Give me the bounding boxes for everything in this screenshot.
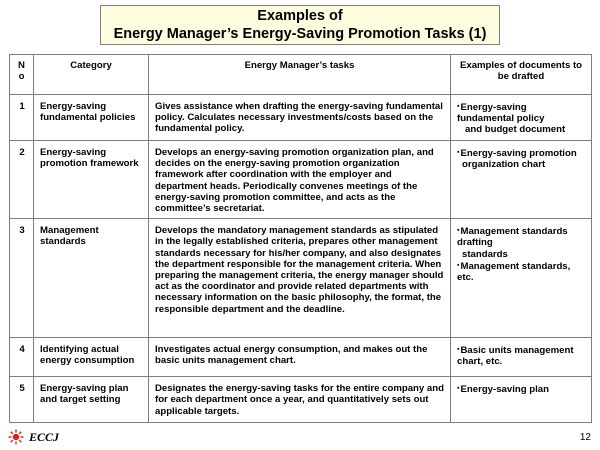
bullet-icon: ▪ — [457, 103, 460, 110]
eccj-logo — [8, 428, 78, 446]
header-docs: Examples of documents to be drafted — [451, 55, 592, 95]
bullet-icon: ▪ — [457, 227, 460, 235]
row-docs: ▪Energy-saving plan — [451, 377, 592, 423]
title-line-1: Examples of — [257, 8, 343, 24]
table-row — [10, 219, 592, 338]
row-docs: ▪Management standards drafting standards ▪Management standards, etc. — [451, 219, 592, 338]
title-line-2: Energy Manager’s Energy-Saving Promotion Tasks (1) — [113, 26, 487, 42]
row-tasks: Designates the energy-saving tasks for the entire company and for each department once a year, and quantitatively sets out applicable targets. — [149, 377, 451, 423]
header-no: N o — [10, 55, 34, 95]
row-docs: ▪Energy-saving promotion organization chart — [451, 141, 592, 219]
row-category: Identifying actual energy consumption — [34, 338, 149, 377]
table-row — [10, 141, 592, 219]
header-tasks: Energy Manager’s tasks — [149, 55, 451, 95]
bullet-icon: ▪ — [457, 149, 460, 156]
logo-text: ECCJ — [29, 429, 60, 444]
table-row — [10, 377, 592, 423]
page-number: 12 — [579, 432, 591, 443]
bullet-icon: ▪ — [457, 261, 460, 269]
row-tasks: Gives assistance when drafting the energy-saving fundamental policy. Calculates necessary investments/costs based on the fundamental policy. — [149, 95, 451, 141]
bullet-icon: ▪ — [457, 385, 460, 393]
row-number: 5 — [10, 377, 34, 423]
header-category: Category — [34, 55, 149, 95]
row-number: 2 — [10, 141, 34, 219]
row-number: 1 — [10, 95, 34, 141]
table-row — [10, 95, 592, 141]
eccj-emblem-icon — [8, 429, 24, 445]
row-tasks: Develops an energy-saving promotion organization plan, and decides on the energy-saving promotion organization framework after coordination with the employer and department heads. Periodically convenes meetings of the energy-saving promotion committee, and acts as the committee’s secretariat. — [149, 141, 451, 219]
row-category: Energy-saving promotion framework — [34, 141, 149, 219]
row-category: Energy-saving fundamental policies — [34, 95, 149, 141]
row-tasks: Develops the mandatory management standards as stipulated in the legally established criteria, prepares other management standards necessary for his/her company, and also designates the department responsible for the management criteria. When preparing the management criteria, the energy manager should act as the coordinator and provide related departments with necessary information on the basic philosophy, the format, the responsible department and the deadline. — [149, 219, 451, 338]
row-number: 3 — [10, 219, 34, 338]
row-docs: ▪Basic units management chart, etc. — [451, 338, 592, 377]
row-category: Management standards — [34, 219, 149, 338]
row-number: 4 — [10, 338, 34, 377]
slide-title — [100, 5, 500, 45]
row-tasks: Investigates actual energy consumption, and makes out the basic units management chart. — [149, 338, 451, 377]
row-docs: ▪Energy-saving fundamental policy and budget document — [451, 95, 592, 141]
table-row — [10, 338, 592, 377]
tasks-table — [9, 54, 592, 423]
bullet-icon: ▪ — [457, 346, 460, 354]
row-category: Energy-saving plan and target setting — [34, 377, 149, 423]
table-header-row — [10, 55, 592, 95]
